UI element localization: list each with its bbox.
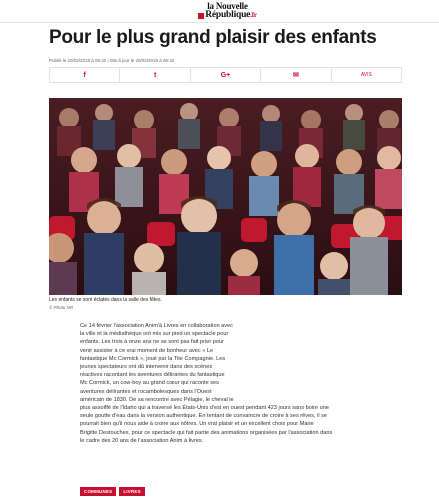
masthead [0, 2, 439, 22]
body-line: Brigitte Destouches, pour ce spectacle qui fait partie des animations organisées par l'association dans [80, 429, 333, 436]
body-line: pourrait bien qu'il nous aide à croire aux nôtres. Un vrai plaisir et un excellent choix pour Marie [80, 421, 314, 428]
share-bar [49, 67, 402, 83]
article-body [80, 322, 398, 445]
body-line: Ce 14 février l'association Anim'à Livres en collaboration avec [80, 323, 233, 329]
photo-caption: Les enfants se sont éclatés dans la salle des fêtes. [49, 297, 162, 303]
reviews-button[interactable] [332, 68, 401, 82]
tag-communes[interactable]: COMMUNES [80, 487, 116, 496]
facebook-icon: f [83, 71, 86, 79]
body-line: Mc Cormick, un cow-boy au grand cœur qui raconte ses [80, 380, 219, 387]
logo-square-icon [198, 13, 204, 19]
children-audience-image [49, 98, 402, 295]
body-line: plus assoiffé de l'Idaho qui a traversé les États-Unis d'est en ouest pendant 423 jours sans boire une [80, 405, 329, 412]
photo-credit: © Photo NR [49, 305, 74, 310]
header-divider [0, 22, 439, 23]
logo-suffix: .fr [250, 11, 257, 20]
body-line: enfants. Les trois à onze ans ne se sont pas fait prier pour [80, 339, 224, 346]
article-photo [49, 98, 402, 295]
tag-livres[interactable]: LIVRES [119, 487, 144, 496]
logo-line-2 [198, 11, 257, 21]
body-line: venir assister à ce vrai moment de bonheur avec « Le [80, 347, 214, 354]
body-line: américain de 1830. De sa rencontre avec Pélagie, le cheval le [80, 396, 234, 403]
body-line: le cadre des 20 ans de l'association Anim à livres. [80, 437, 204, 444]
body-line: jeunes spectateurs ont dû intervenir dans des scènes [80, 364, 213, 371]
email-icon: ✉ [292, 72, 299, 79]
site-logo[interactable] [198, 2, 257, 21]
share-email-button[interactable] [261, 68, 331, 82]
article-meta: Publié le 20/02/2018 à 06:32 | Mis à jour le 20/02/2018 à 06:32 [49, 58, 175, 63]
body-line: réactives racontant les aventures délirantes du fantastique [80, 372, 225, 379]
article-tags [80, 487, 145, 496]
body-line: fantastique Mc Cormick », joué par la Tite Compagnie. Les [80, 355, 226, 362]
body-line: la ville et la médiathèque ont mis sur pied un spectacle pour [80, 331, 229, 338]
share-twitter-button[interactable] [120, 68, 190, 82]
twitter-icon: t [153, 71, 157, 79]
logo-line-1: la Nouvelle [207, 1, 248, 11]
body-line: aventures délirantes et rocambolesques dans l'Ouest [80, 388, 212, 395]
article-title: Pour le plus grand plaisir des enfants [49, 27, 377, 48]
share-google-plus-button[interactable] [191, 68, 261, 82]
logo-line-2-text: République [205, 10, 251, 20]
google-plus-icon: G+ [220, 71, 231, 79]
share-facebook-button[interactable] [50, 68, 120, 82]
reviews-label: AVIS [360, 72, 372, 78]
body-line: seule goutte d'eau dans la version authentique. En tentant de convaincre de croire à ses rêves, il se [80, 413, 328, 420]
